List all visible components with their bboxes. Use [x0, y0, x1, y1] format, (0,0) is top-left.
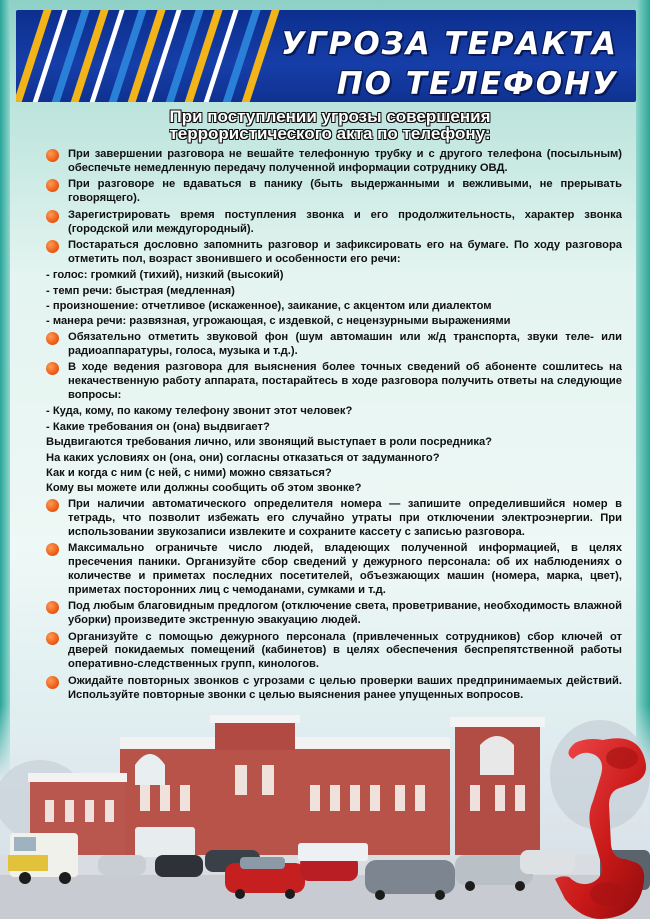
instruction-text: Как и когда с ним (с ней, с ними) можно связаться?	[46, 467, 332, 480]
instruction-item	[46, 542, 622, 598]
instruction-subitem	[46, 269, 622, 283]
phone-handset-icon	[548, 730, 648, 919]
orange-bullet-icon	[46, 179, 59, 192]
instruction-subitem	[46, 421, 622, 435]
instruction-text: - темп речи: быстрая (медленная)	[46, 284, 235, 297]
instruction-text: - Какие требования он (она) выдвигает?	[46, 420, 270, 433]
subtitle: При поступлении угрозы совершения террористического акта по телефону:	[169, 107, 491, 143]
orange-bullet-icon	[46, 499, 59, 512]
instructions-list	[46, 148, 622, 705]
instruction-item	[46, 600, 622, 628]
instruction-text: Кому вы можете или должны сообщить об этом звонке?	[46, 482, 362, 495]
instruction-item	[46, 178, 622, 206]
instruction-text: Обязательно отметить звуковой фон (шум автомашин или ж/д транспорта, звуки теле- или радиоаппаратуры, голоса, музыка и т.д.).	[68, 330, 622, 357]
instruction-text: Зарегистрировать время поступления звонка и его продолжительность, характер звонка (городской или междугородный).	[68, 208, 622, 235]
orange-bullet-icon	[46, 240, 59, 253]
instruction-text: На каких условиях он (она, они) согласны отказаться от задуманного?	[46, 451, 440, 464]
orange-bullet-icon	[46, 210, 59, 223]
instruction-text: - Куда, кому, по какому телефону звонит этот человек?	[46, 405, 353, 418]
orange-bullet-icon	[46, 676, 59, 689]
instruction-question	[46, 452, 622, 466]
instruction-text: При наличии автоматического определителя номера — запишите определившийся номер в тетрадь, что позволит избежать его случайно утраты при отключении электроэнергии. При использовании звукозаписи извлеките и сохраните кассету с записью разговора.	[68, 497, 622, 538]
instruction-text: Ожидайте повторных звонков с угрозами с целью проверки ваших предпринимаемых действий. Используйте повторные звонки с целью выяснения ранее упущенных вопросов.	[68, 674, 622, 701]
instruction-text: - произношение: отчетливое (искаженное), заикание, с акцентом или диалектом	[46, 300, 492, 313]
header-banner	[16, 10, 636, 102]
instruction-item	[46, 675, 622, 703]
instruction-text: Организуйте с помощью дежурного персонала (привлеченных сотрудников) сбор ключей от дверей покидаемых помещений (кабинетов) в целях обеспечения беспрепятственной работы оперативно-следственных групп, кинологов.	[68, 630, 622, 671]
instruction-subitem	[46, 285, 622, 299]
instruction-text: Постараться дословно запомнить разговор и зафиксировать его на бумаге. По ходу разговора отметить пол, возраст звонившего и особенности его речи:	[68, 238, 622, 265]
instruction-text: Под любым благовидным предлогом (отключение света, проветривание, необходимость влажной уборки) произведите экстренную эвакуацию людей.	[68, 600, 622, 627]
instruction-text: При разговоре не вдаваться в панику (быть выдержанными и вежливыми, не прерывать говорящего).	[68, 178, 622, 205]
poster-title: УГРОЗА ТЕРАКТА ПО ТЕЛЕФОНУ	[280, 26, 618, 102]
instruction-question	[46, 467, 622, 481]
instruction-subitem	[46, 315, 622, 329]
instruction-question	[46, 482, 622, 496]
instruction-text: - голос: громкий (тихий), низкий (высокий)	[46, 269, 284, 282]
orange-bullet-icon	[46, 543, 59, 556]
instruction-item	[46, 209, 622, 237]
instruction-text: Выдвигаются требования лично, или звонящий выступает в роли посредника?	[46, 436, 493, 449]
instruction-subitem	[46, 300, 622, 314]
instruction-subitem	[46, 405, 622, 419]
orange-bullet-icon	[46, 601, 59, 614]
instruction-item	[46, 498, 622, 540]
orange-bullet-icon	[46, 149, 59, 162]
instruction-text: - манера речи: развязная, угрожающая, с издевкой, с нецензурными выражениями	[46, 315, 511, 328]
instruction-question	[46, 436, 622, 450]
instruction-item	[46, 331, 622, 359]
instruction-item	[46, 148, 622, 176]
instruction-item	[46, 631, 622, 673]
instruction-text: Максимально ограничьте число людей, владеющих полученной информацией, в целях пресечения паники. Организуйте сбор сведений у дежурного персонала: об их наблюдениях о количестве и приметах последних посетителей, объезжающих машин (номера, марка, цвет), приметах посторонних лиц с чемоданами, сумками и т.д.	[68, 542, 622, 596]
orange-bullet-icon	[46, 632, 59, 645]
instruction-item	[46, 361, 622, 403]
instruction-item	[46, 239, 622, 267]
orange-bullet-icon	[46, 332, 59, 345]
instruction-text: В ходе ведения разговора для выяснения более точных сведений об абоненте сошлитесь на некачественную работу аппарата, постарайтесь в ходе разговора получить ответы на следующие вопросы:	[68, 361, 622, 401]
orange-bullet-icon	[46, 362, 59, 375]
instruction-text: При завершении разговора не вешайте телефонную трубку и с другого телефона (посыльным) обеспечьте немедленную передачу полученной информации сотруднику ОВД.	[68, 148, 622, 174]
